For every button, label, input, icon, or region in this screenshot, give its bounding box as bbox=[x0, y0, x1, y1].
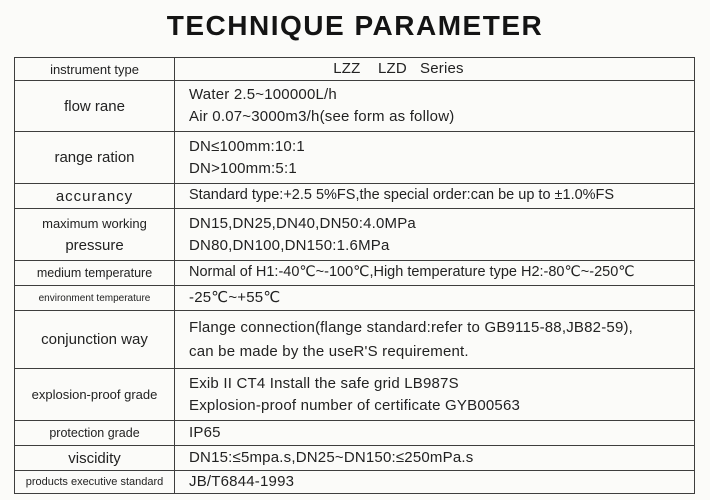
page-title: TECHNIQUE PARAMETER bbox=[166, 10, 544, 41]
param-value bbox=[175, 446, 694, 470]
param-value bbox=[175, 209, 694, 260]
param-label-line: maximum working bbox=[42, 215, 147, 231]
param-label: accurancy bbox=[15, 184, 175, 208]
param-value bbox=[175, 261, 694, 285]
table-row-range-ration bbox=[15, 132, 694, 184]
value-line: Water 2.5~100000L/h bbox=[189, 86, 337, 104]
table-row-flow-rane bbox=[15, 81, 694, 132]
table-row-maximum-working-pressure bbox=[15, 209, 694, 261]
param-label: instrument type bbox=[15, 58, 175, 80]
table-row-accurancy bbox=[15, 184, 694, 209]
value-line: Exib II CT4 Install the safe grid LB987S bbox=[189, 374, 459, 392]
table-row-instrument-type bbox=[15, 58, 694, 81]
table-row-medium-temperature bbox=[15, 261, 694, 286]
technique-parameter-table bbox=[14, 57, 695, 494]
table-row-explosion-proof-grade bbox=[15, 369, 694, 421]
param-label: viscidity bbox=[15, 446, 175, 470]
param-label: environment temperature bbox=[15, 286, 175, 310]
value-line: IP65 bbox=[189, 424, 221, 442]
value-line: Air 0.07~3000m3/h(see form as follow) bbox=[189, 108, 455, 126]
param-value bbox=[175, 58, 694, 80]
value-line: DN>100mm:5:1 bbox=[189, 159, 297, 177]
table-row-products-executive-standard bbox=[15, 471, 694, 493]
value-line: Explosion-proof number of certificate GYB00563 bbox=[189, 396, 521, 414]
param-label: products executive standard bbox=[15, 471, 175, 493]
param-value bbox=[175, 471, 694, 493]
table-row-protection-grade bbox=[15, 421, 694, 446]
param-value bbox=[175, 421, 694, 445]
param-value bbox=[175, 286, 694, 310]
table-row-viscidity bbox=[15, 446, 694, 471]
table-row-environment-temperature bbox=[15, 286, 694, 311]
value-line: DN80,DN100,DN150:1.6MPa bbox=[189, 236, 390, 254]
value-line: can be made by the useR'S requirement. bbox=[189, 342, 469, 360]
param-value bbox=[175, 184, 694, 208]
value-line: DN15:≤5mpa.s,DN25~DN150:≤250mPa.s bbox=[189, 449, 474, 467]
param-label: medium temperature bbox=[15, 261, 175, 285]
value-line: DN15,DN25,DN40,DN50:4.0MPa bbox=[189, 214, 416, 232]
value-line: DN≤100mm:10:1 bbox=[189, 137, 305, 155]
value-line: -25℃~+55℃ bbox=[189, 289, 281, 307]
value-line: Normal of H1:-40℃~-100℃,High temperature type H2:-80℃~-250℃ bbox=[189, 264, 635, 281]
table-row-conjunction-way bbox=[15, 311, 694, 369]
param-value bbox=[175, 132, 694, 183]
param-label: range ration bbox=[15, 132, 175, 183]
param-label: protection grade bbox=[15, 421, 175, 445]
value-line: Standard type:+2.5 5%FS,the special order:can be up to ±1.0%FS bbox=[189, 187, 615, 204]
value-line: LZZ LZD Series bbox=[333, 60, 464, 78]
param-label bbox=[15, 209, 175, 260]
param-value bbox=[175, 311, 694, 368]
param-label-line: pressure bbox=[65, 236, 124, 254]
value-line: JB/T6844-1993 bbox=[189, 473, 295, 491]
value-line: Flange connection(flange standard:refer to GB9115-88,JB82-59), bbox=[189, 318, 634, 336]
param-label: conjunction way bbox=[15, 311, 175, 368]
param-label: explosion-proof grade bbox=[15, 369, 175, 420]
param-label: flow rane bbox=[15, 81, 175, 131]
param-value bbox=[175, 369, 694, 420]
param-value bbox=[175, 81, 694, 131]
